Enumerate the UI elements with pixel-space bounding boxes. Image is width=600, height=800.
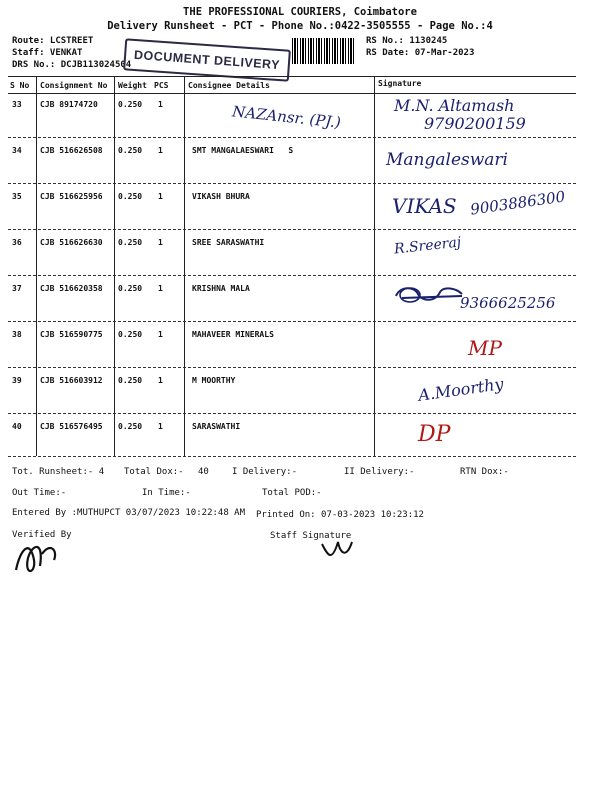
staff-signature-label: Staff Signature (270, 531, 352, 541)
row-pcs: 1 (158, 146, 163, 155)
row-pcs: 1 (158, 192, 163, 201)
header-consignee: Consignee Details (188, 81, 270, 90)
handwritten-consignee: NAZAnsr. (PJ.) (231, 102, 342, 132)
row-consignee: SREE SARASWATHI (192, 238, 265, 247)
row-pcs: 1 (158, 330, 163, 339)
printed-on: Printed On: 07-03-2023 10:23:12 (256, 510, 424, 520)
handwritten-phone: 9790200159 (424, 114, 526, 133)
row-consignee: MAHAVEER MINERALS (192, 330, 274, 339)
row-pcs: 1 (158, 422, 163, 431)
row-weight: 0.250 (118, 422, 143, 431)
row-sno: 36 (12, 238, 22, 247)
row-consignee: SMT MANGALAESWARI S (192, 146, 294, 155)
out-time: Out Time:- (12, 488, 67, 498)
header-weight: Weight (118, 81, 147, 90)
row-consignee: SARASWATHI (192, 422, 241, 431)
company-title: THE PROFESSIONAL COURIERS, Coimbatore (183, 6, 417, 18)
row-sno: 34 (12, 146, 22, 155)
row-consignee: M MOORTHY (192, 376, 236, 385)
total-pod: Total POD:- (262, 488, 322, 498)
barcode (292, 38, 356, 64)
rs-number: RS No.: 1130245 (366, 36, 448, 46)
row-consignee: KRISHNA MALA (192, 284, 250, 293)
total-dox-value: 40 (198, 467, 209, 477)
row-weight: 0.250 (118, 146, 143, 155)
handwritten-signature: R.Sreeraj (393, 234, 462, 258)
drs-number: DRS No.: DCJB113024504 (12, 60, 132, 70)
ii-delivery: II Delivery:- (344, 467, 415, 477)
row-consignment: CJB 516576495 (40, 422, 103, 431)
row-weight: 0.250 (118, 100, 143, 109)
row-sno: 35 (12, 192, 22, 201)
header-pcs: PCS (154, 81, 169, 90)
document-delivery-stamp: DOCUMENT DELIVERY (123, 38, 291, 82)
row-consignment: CJB 516620358 (40, 284, 103, 293)
runsheet-title: Delivery Runsheet - PCT - Phone No.:0422-3505555 - Page No.:4 (107, 20, 493, 32)
row-pcs: 1 (158, 284, 163, 293)
row-weight: 0.250 (118, 192, 143, 201)
row-weight: 0.250 (118, 330, 143, 339)
handwritten-phone: 9003886300 (469, 187, 567, 219)
handwritten-signature: DP (418, 422, 451, 447)
row-sno: 37 (12, 284, 22, 293)
in-time: In Time:- (142, 488, 191, 498)
rtn-dox: RTN Dox:- (460, 467, 509, 477)
verified-by-label: Verified By (12, 530, 72, 540)
rs-date: RS Date: 07-Mar-2023 (366, 48, 475, 58)
row-consignment: CJB 89174720 (40, 100, 98, 109)
handwritten-signature: A.Moorthy (417, 374, 505, 405)
tot-runsheet: Tot. Runsheet:- 4 (12, 467, 105, 477)
total-dox-label: Total Dox:- (124, 467, 184, 477)
header-signature: Signature (378, 79, 422, 88)
staff-signature-mark (318, 536, 358, 570)
row-pcs: 1 (158, 376, 163, 385)
header-consignment: Consignment No (40, 81, 108, 90)
handwritten-phone: 9366625256 (460, 294, 556, 312)
row-sno: 40 (12, 422, 22, 431)
row-consignment: CJB 516590775 (40, 330, 103, 339)
row-pcs: 1 (158, 100, 163, 109)
row-pcs: 1 (158, 238, 163, 247)
row-weight: 0.250 (118, 238, 143, 247)
row-weight: 0.250 (118, 284, 143, 293)
row-consignment: CJB 516626508 (40, 146, 103, 155)
handwritten-signature: VIKAS (392, 194, 457, 218)
handwritten-signature: M.N. Altamash (394, 96, 515, 115)
handwritten-signature: Mangaleswari (386, 150, 508, 170)
row-weight: 0.250 (118, 376, 143, 385)
header-sno: S No (10, 81, 30, 90)
row-consignee: VIKASH BHURA (192, 192, 250, 201)
row-sno: 39 (12, 376, 22, 385)
row-consignment: CJB 516603912 (40, 376, 103, 385)
row-sno: 33 (12, 100, 22, 109)
i-delivery: I Delivery:- (232, 467, 298, 477)
row-consignment: CJB 516625956 (40, 192, 103, 201)
staff-label: Staff: VENKAT (12, 48, 83, 58)
handwritten-signature: MP (468, 336, 502, 360)
route-label: Route: LCSTREET (12, 36, 94, 46)
row-consignment: CJB 516626630 (40, 238, 103, 247)
row-sno: 38 (12, 330, 22, 339)
entered-by: Entered By :MUTHUPCT 03/07/2023 10:22:48 AM (12, 508, 245, 518)
